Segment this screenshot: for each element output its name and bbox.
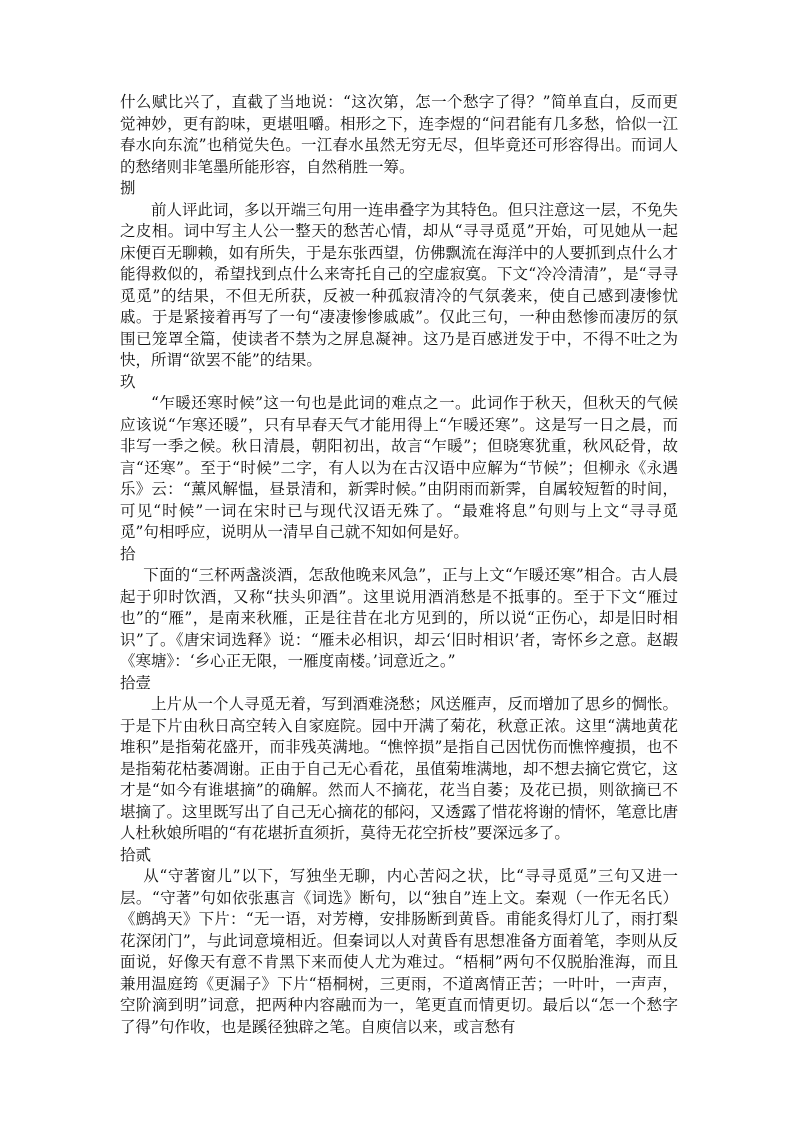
paragraph-10: 下面的“三杯两盏淡酒，怎敌他晚来风急”，正与上文“乍暖还寒”相合。古人晨起于卯时饮酒，又称“扶头卯酒”。这里说用酒消愁是不抵事的。至于下文“雁过也”的“雁”，是南来秋雁，正是往昔在北方见到的，所以说“正伤心，却是旧时相识”了。《唐宋词选释》说：“雁未必相识，却云‘旧时相识’者，寄怀乡之意。赵嘏《寒塘》：‘乡心正无限，一雁度南楼。’词意近之。” (120, 566, 678, 670)
paragraph-9: “乍暖还寒时候”这一句也是此词的难点之一。此词作于秋天，但秋天的气候应该说“乍寒还暖”，只有早春天气才能用得上“乍暖还寒”。这是写一日之晨，而非写一季之候。秋日清晨，朝阳初出，故言“乍暖”；但晓寒犹重，秋风砭骨，故言“还寒”。至于“时候”二字，有人以为在古汉语中应解为“节候”；但柳永《永遇乐》云：“薰风解愠，昼景清和，新霁时候。”由阴雨而新霁，自属较短暂的时间，可见“时候”一词在宋时已与现代汉语无殊了。“最难将息”句则与上文“寻寻觅觅”句相呼应，说明从一清早自己就不知如何是好。 (120, 394, 678, 541)
section-heading-12: 拾贰 (120, 845, 152, 864)
section-heading-8: 捌 (120, 179, 136, 197)
paragraph-intro: 什么赋比兴了，直截了当地说：“这次第，怎一个愁字了得？”简单直白，反而更觉神妙，更有韵味，更堪咀嚼。相形之下，连李煜的“问君能有几多愁，恰似一江春水向东流”也稍觉失色。一江春水虽然无穷无尽，但毕竟还可形容得出。而词人的愁绪则非笔墨所能形容，自然稍胜一筹。 (120, 93, 678, 176)
section-heading-10: 拾 (120, 544, 136, 563)
section-heading-9: 玖 (120, 372, 136, 391)
paragraph-11: 上片从一个人寻觅无着，写到酒难浇愁；风送雁声，反而增加了思乡的惆怅。于是下片由秋日高空转入自家庭院。园中开满了菊花，秋意正浓。这里“满地黄花堆积”是指菊花盛开，而非残英满地。“憔悴损”是指自己因忧伤而憔悴瘦损，也不是指菊花枯萎凋谢。正由于自己无心看花，虽值菊堆满地，却不想去摘它赏它，这才是“如今有谁堪摘”的确解。然而人不摘花，花当自萎；及花已损，则欲摘已不堪摘了。这里既写出了自己无心摘花的郁闷，又透露了惜花将谢的情怀，笔意比唐人杜秋娘所唱的“有花堪折直须折，莫待无花空折枝”要深远多了。 (120, 695, 679, 842)
section-heading-11: 拾壹 (120, 673, 152, 692)
paragraph-8: 前人评此词，多以开端三句用一连串叠字为其特色。但只注意这一层，不免失之皮相。词中写主人公一整天的愁苦心情，却从“寻寻觅觅”开始，可见她从一起床便百无聊赖，如有所失，于是东张西望，仿佛飘流在海洋中的人要抓到点什么才能得救似的，希望找到点什么来寄托自己的空虚寂寞。下文“冷冷清清”，是“寻寻觅觅”的结果，不但无所获，反被一种孤寂清冷的气氛袭来，使自己感到凄惨忧戚。于是紧接着再写了一句“凄凄惨惨戚戚”。仅此三句，一种由愁惨而凄厉的氛围已笼罩全篇，使读者不禁为之屏息凝神。这乃是百感迸发于中，不得不吐之为快，所谓“欲罢不能”的结果。 (120, 200, 679, 369)
paragraph-12: 从“守著窗儿”以下，写独坐无聊，内心苦闷之状，比“寻寻觅觅”三句又进一层。“守著”句如依张惠言《词选》断句，以“独自”连上文。秦观（一作无名氏）《鹧鸪天》下片：“无一语，对芳樽，安排肠断到黄昏。甫能炙得灯儿了，雨打梨花深闭门”，与此词意境相近。但秦词以人对黄昏有思想准备方面着笔，李则从反面说，好像天有意不肯黑下来而使人尤为难过。“梧桐”两句不仅脱胎淮海，而且兼用温庭筠《更漏子》下片“梧桐树，三更雨，不道离情正苦；一叶叶，一声声，空阶滴到明”词意，把两种内容融而为一，笔更直而情更切。最后以“怎一个愁字了得”句作收，也是蹊径独辟之笔。自庾信以来，或言愁有 (120, 867, 678, 1036)
document-page (120, 92, 678, 1038)
